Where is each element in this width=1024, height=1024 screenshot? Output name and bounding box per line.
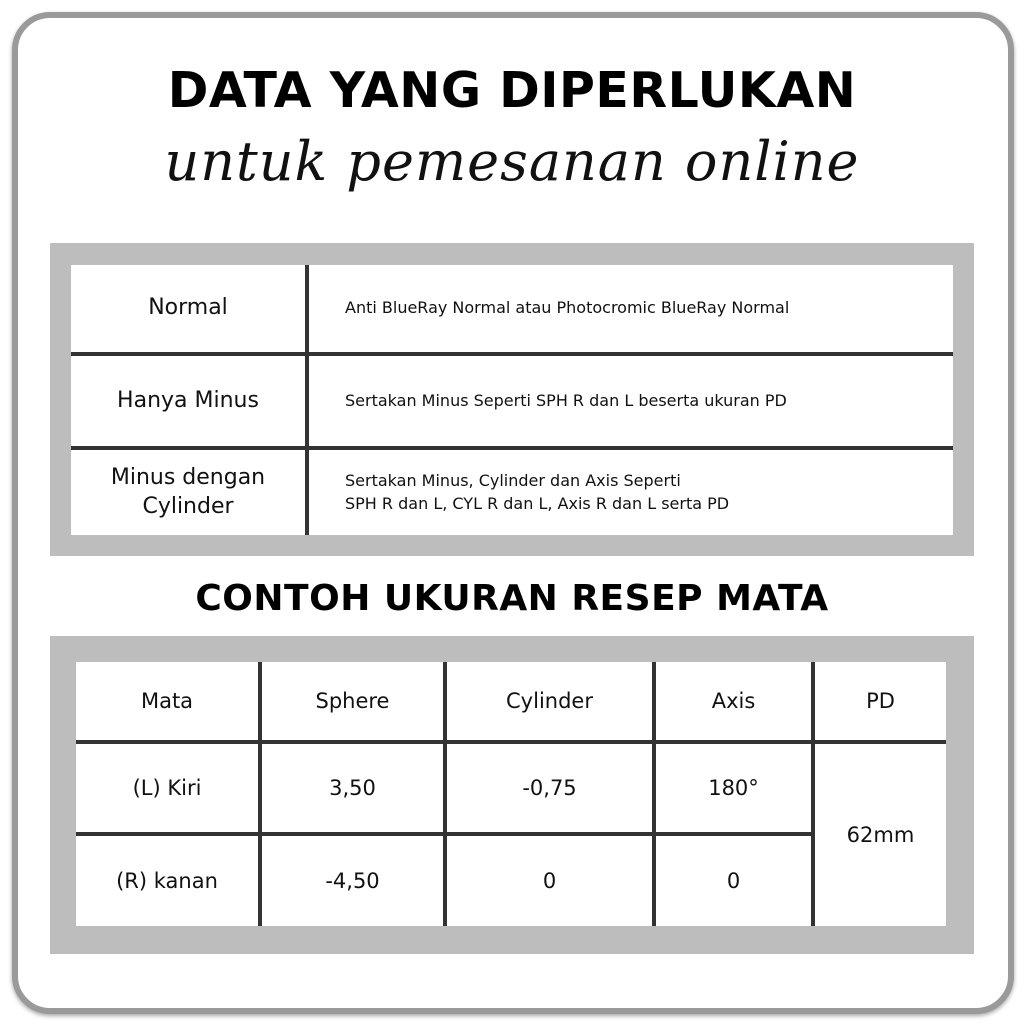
cell-sphere: -4,50 — [260, 834, 445, 926]
cell-cylinder: 0 — [445, 834, 654, 926]
prescription-frame — [50, 636, 974, 954]
requirement-description-line: Anti BlueRay Normal atau Photocromic BlueRay Normal — [345, 298, 790, 318]
cell-axis: 0 — [654, 834, 813, 926]
requirement-description — [307, 265, 953, 354]
header-sphere: Sphere — [260, 662, 445, 742]
requirement-description — [307, 354, 953, 448]
cell-mata: (L) Kiri — [76, 742, 260, 834]
section-title: CONTOH UKURAN RESEP MATA — [195, 578, 829, 619]
table-header-row — [76, 662, 946, 742]
table-row — [71, 448, 953, 535]
requirement-label-line: Minus dengan — [110, 464, 266, 490]
requirements-table — [71, 265, 953, 535]
header-pd: PD — [866, 689, 895, 713]
table-row — [71, 265, 953, 354]
requirement-description — [307, 448, 953, 535]
header-mata: Mata — [76, 662, 260, 742]
requirements-frame — [50, 243, 974, 556]
requirement-label: Normal — [71, 265, 307, 354]
requirement-label — [71, 448, 307, 535]
page-title: DATA YANG DIPERLUKAN — [167, 62, 857, 119]
page-subtitle: untuk pemesanan online — [164, 130, 860, 193]
requirement-label: Hanya Minus — [71, 354, 307, 448]
prescription-table — [76, 662, 946, 926]
cell-axis: 180° — [654, 742, 813, 834]
table-row — [76, 742, 946, 834]
requirement-label-line: Cylinder — [142, 493, 234, 519]
cell-cylinder: -0,75 — [445, 742, 654, 834]
cell-sphere: 3,50 — [260, 742, 445, 834]
requirement-description-line: Sertakan Minus Seperti SPH R dan L beserta ukuran PD — [345, 390, 787, 410]
requirement-description-line: Sertakan Minus, Cylinder dan Axis Seperti — [345, 471, 681, 491]
requirement-description-line: SPH R dan L, CYL R dan L, Axis R dan L serta PD — [345, 493, 730, 513]
cell-mata: (R) kanan — [76, 834, 260, 926]
header-axis: Axis — [654, 662, 813, 742]
table-row — [71, 354, 953, 448]
header-cylinder: Cylinder — [445, 662, 654, 742]
cell-pd: 62mm — [813, 742, 946, 926]
